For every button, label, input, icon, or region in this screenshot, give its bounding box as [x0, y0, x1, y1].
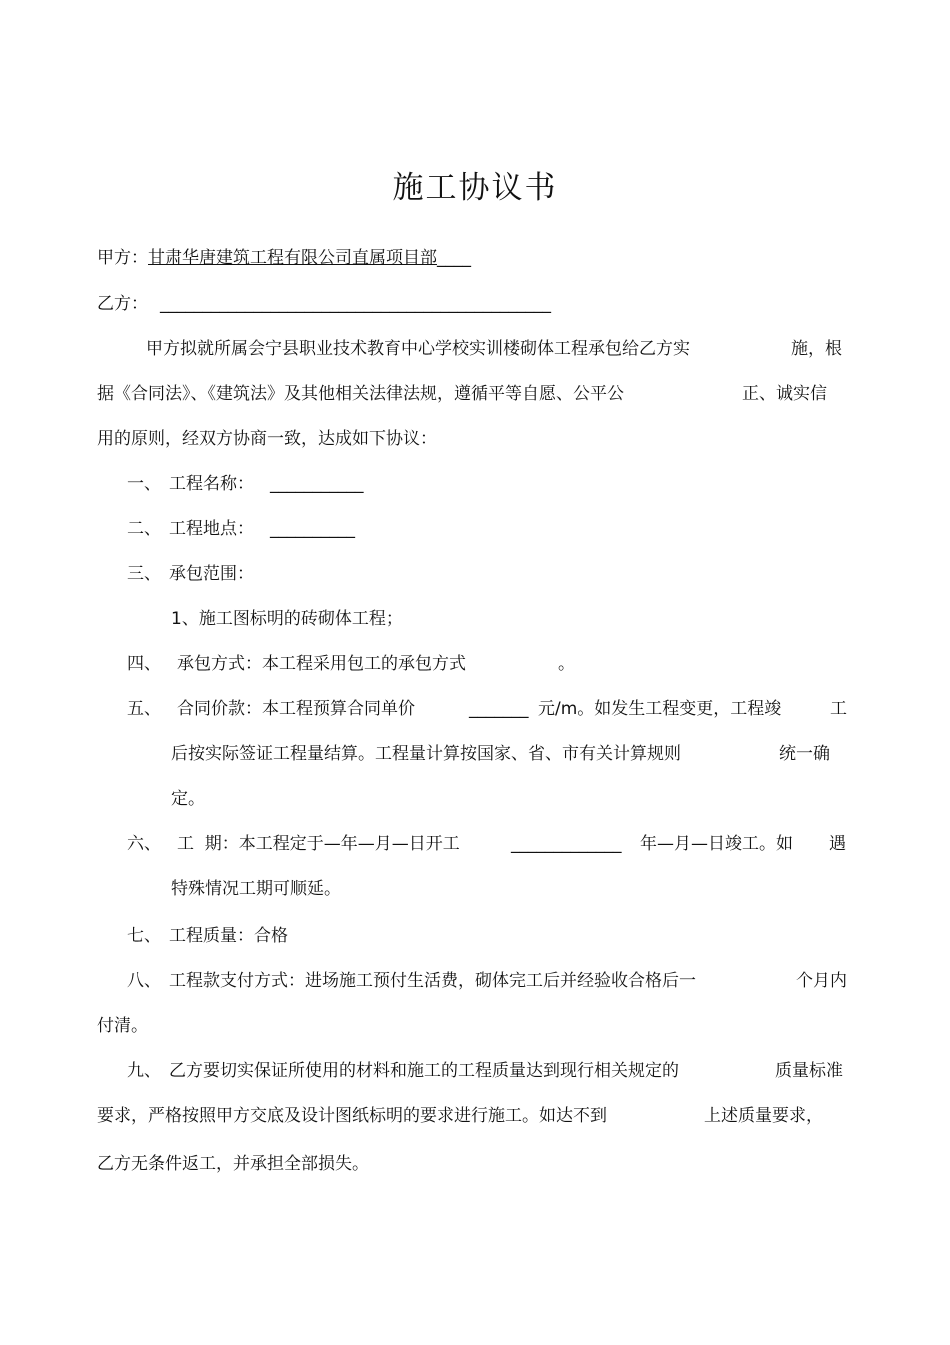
item-1-num: 一、 [127, 474, 161, 494]
party-a-value: 甘肃华唐建筑工程有限公司直属项目部 [148, 248, 437, 268]
item-4-end: 。 [558, 654, 575, 674]
item-6-num: 六、 [127, 834, 161, 854]
party-b-label: 乙方： [97, 294, 148, 314]
item-5-num: 五、 [127, 699, 161, 719]
item-6-blank: _____________ [511, 834, 622, 854]
item-2-blank: __________ [270, 519, 355, 539]
item-8-num: 八、 [127, 971, 161, 991]
party-b-blank: ______________________________________________ [160, 294, 551, 314]
item-6-rest: 年—月—日竣工。如 [640, 834, 793, 854]
item-1-text: 工程名称： [169, 474, 254, 494]
item-8-edge: 个月内 [796, 971, 847, 991]
item-7-text: 工程质量：合格 [169, 926, 288, 946]
item-4-num: 四、 [127, 654, 161, 674]
item-6-edge: 遇 [829, 834, 846, 854]
item-6-text: 工 期：本工程定于—年—月—日开工 [177, 834, 460, 854]
item-5-blank: _______ [469, 699, 529, 719]
item-9-edge: 质量标准 [775, 1061, 843, 1081]
item-5-rest: 元/m。如发生工程变更，工程竣 [538, 699, 782, 719]
item-3-text: 承包范围： [169, 564, 254, 584]
item-4-text: 承包方式：本工程采用包工的承包方式 [177, 654, 466, 674]
item-7-num: 七、 [127, 926, 161, 946]
item-9-line-2: 要求，严格按照甲方交底及设计图纸标明的要求进行施工。如达不到 [97, 1106, 607, 1126]
item-6-line-2: 特殊情况工期可顺延。 [171, 879, 341, 899]
item-1-blank: ___________ [270, 474, 364, 494]
item-9-num: 九、 [127, 1061, 161, 1081]
item-5-edge: 工 [830, 699, 847, 719]
document-title: 施工协议书 [392, 170, 558, 206]
item-8-line-2: 付清。 [97, 1016, 148, 1036]
party-a-line [97, 246, 471, 270]
item-5-line-2: 后按实际签证工程量结算。工程量计算按国家、省、市有关计算规则 [171, 744, 681, 764]
intro-line-1-end: 施，根 [791, 339, 842, 359]
intro-line-2: 据《合同法》、《建筑法》及其他相关法律法规，遵循平等自愿、公平公 [97, 384, 624, 404]
party-a-label: 甲方： [97, 248, 148, 268]
intro-line-2-end: 正、诚实信 [742, 384, 827, 404]
item-2-text: 工程地点： [169, 519, 254, 539]
item-5-line-3: 定。 [171, 789, 205, 809]
item-9-text: 乙方要切实保证所使用的材料和施工的工程质量达到现行相关规定的 [169, 1061, 679, 1081]
party-b-line [97, 292, 551, 316]
item-3-sub: 1、施工图标明的砖砌体工程； [171, 609, 403, 629]
item-2-num: 二、 [127, 519, 161, 539]
item-3-num: 三、 [127, 564, 161, 584]
intro-line-1: 甲方拟就所属会宁县职业技术教育中心学校实训楼砌体工程承包给乙方实 [146, 339, 690, 359]
item-9-line-3: 乙方无条件返工，并承担全部损失。 [97, 1154, 369, 1174]
item-5-text: 合同价款：本工程预算合同单价 [177, 699, 415, 719]
item-8-text: 工程款支付方式：进场施工预付生活费，砌体完工后并经验收合格后一 [169, 971, 696, 991]
party-a-trail: ____ [437, 248, 471, 268]
item-5-line-2-end: 统一确 [779, 744, 830, 764]
item-9-line-2-end: 上述质量要求， [704, 1106, 823, 1126]
intro-line-3: 用的原则，经双方协商一致，达成如下协议： [97, 429, 437, 449]
